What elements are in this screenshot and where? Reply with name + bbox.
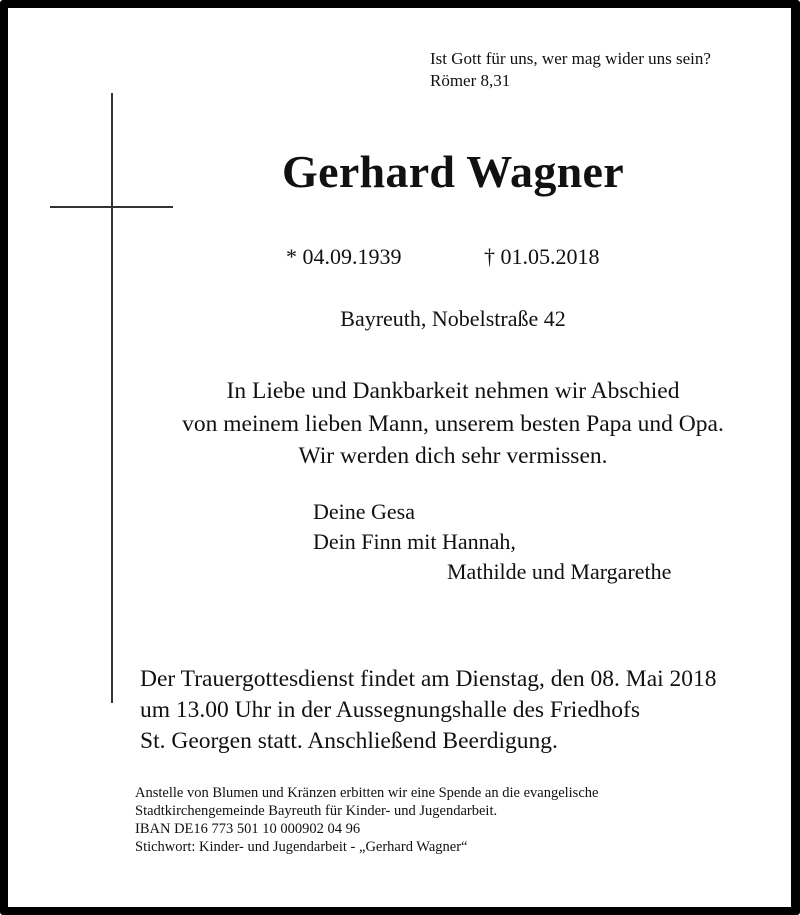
signatures: [313, 497, 671, 587]
iban-line: IBAN DE16 773 501 10 000902 04 96: [135, 821, 361, 837]
bible-motto: [430, 48, 711, 92]
signature-line: Deine Gesa: [313, 499, 416, 524]
farewell-line: Wir werden dich sehr vermissen.: [298, 443, 608, 469]
motto-reference: Römer 8,31: [430, 71, 511, 90]
motto-quote: Ist Gott für uns, wer mag wider uns sein?: [430, 49, 711, 68]
farewell-line: In Liebe und Dankbarkeit nehmen wir Abschied: [226, 378, 680, 404]
signature-line: Mathilde und Margarethe: [447, 559, 672, 584]
keyword-line: Stichwort: Kinder- und Jugendarbeit - „Gerhard Wagner“: [135, 839, 468, 855]
donation-info: [135, 784, 598, 856]
farewell-line: von meinem lieben Mann, unserem besten Papa und Opa.: [182, 410, 724, 437]
farewell-text: [0, 375, 800, 473]
signature-line: Dein Finn mit Hannah,: [313, 529, 516, 554]
service-line: um 13.00 Uhr in der Aussegnungshalle des Friedhofs: [140, 697, 640, 723]
donation-line: Anstelle von Blumen und Kränzen erbitten wir eine Spende an die evangelische: [135, 785, 599, 801]
funeral-service-info: [140, 664, 717, 757]
death-date: † 01.05.2018: [484, 244, 600, 269]
service-line: St. Georgen statt. Anschließend Beerdigung.: [140, 728, 558, 754]
deceased-name: Gerhard Wagner: [282, 146, 624, 197]
service-line: Der Trauergottesdienst findet am Dienstag, den 08. Mai 2018: [140, 666, 717, 692]
address: Bayreuth, Nobelstraße 42: [340, 306, 566, 331]
birth-date: * 04.09.1939: [286, 244, 402, 269]
cross-icon-horizontal-bar: [50, 206, 173, 208]
donation-line: Stadtkirchengemeinde Bayreuth für Kinder- und Jugendarbeit.: [135, 803, 498, 819]
